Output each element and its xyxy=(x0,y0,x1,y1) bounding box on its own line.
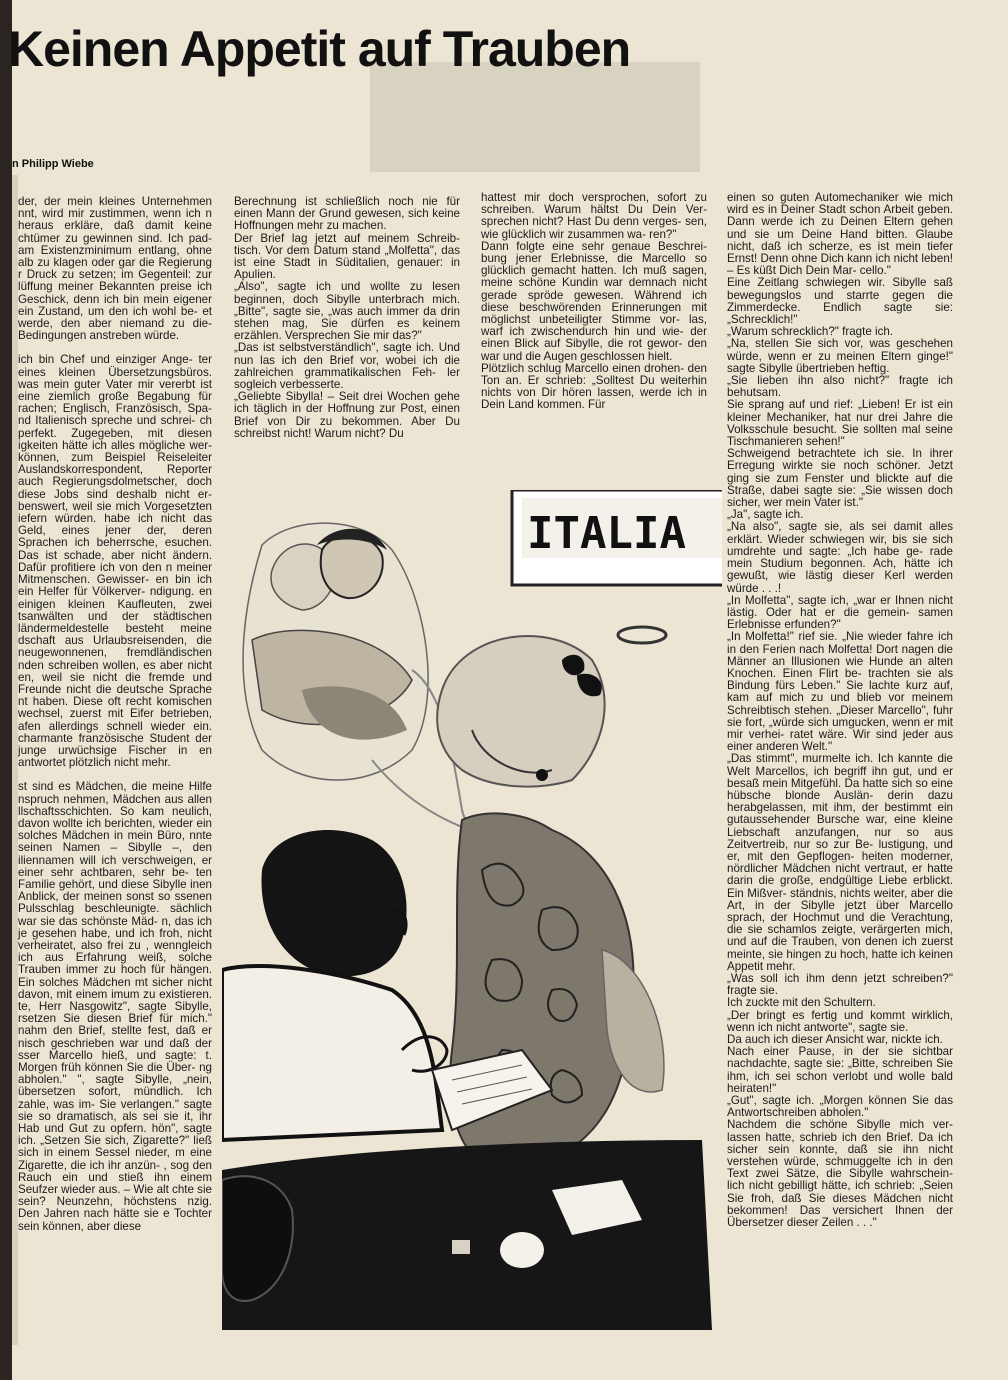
paragraph: Berechnung ist schließlich noch nie für einen Mann der Grund gewesen, sich keine Hoffnungen mehr zu machen. xyxy=(234,195,460,233)
text-column-2 xyxy=(234,196,460,440)
sign-text: ITALIA xyxy=(527,508,686,559)
paragraph: Schweigend betrachtete ich sie. In ihrer Erregung wirkte sie noch schöner. Jetzt ging sie zum Fenster und blickte auf die Straße, dabei sagte sie: „Sie wissen doch sicher, wer mein Vater ist." xyxy=(727,447,953,510)
paragraph: „Der bringt es fertig und kommt wirklich, wenn ich nicht antworte", sagte sie. xyxy=(727,1008,953,1034)
paragraph: Nachdem die schöne Sibylle mich ver- lassen hatte, schrieb ich den Brief. Da ich sicher sein konnte, daß sie ihn nicht verstehen würde, schmuggelte ich in den Text zwei Sätze, die Sibylle wahrschein- lich nicht gebilligt hätte, ich schrieb: „Seien Sie froh, daß Sie dieses Mädchen nicht bekommen! Das versichert Ihnen der Übersetzer dieser Zeilen . . ." xyxy=(727,1118,953,1230)
paragraph: „Warum schrecklich?" fragte ich. xyxy=(727,325,894,339)
paragraph: der, der mein kleines Unternehmen nnt, wird mir zustimmen, wenn ich n heraus erkläre, daß damit keine chtümer zu gewinnen sind. Ich pad- am Existenzminimum entlang, ohne alb zu klagen oder gar die Regierung r Druck zu setzen; im Gegenteil: zur lüffung meiner Bekannten preise ich Geschick, denn ich bin mein eigener ein Zustand, um den ich wohl be- et werde, den aber niemand zu die- Bedingungen anstreben würde. xyxy=(18,195,212,343)
text-column-4 xyxy=(727,192,953,1229)
paragraph: Ich zuckte mit den Schultern. xyxy=(727,996,876,1010)
paragraph: „Geliebte Sibylla! – Seit drei Wochen gehe ich täglich in der Hoffnung zur Post, einen Brief von Dir zu bekommen. Aber Du schreibst nicht! Warum nicht? Du xyxy=(234,390,460,440)
paragraph: „Na also", sagte sie, als sei damit alles erklärt. Wieder schwiegen wir, bis sie sich umdrehte und sagte: „Ich habe ge- rade mein Studium begonnen. Ach, hätte ich gewußt, wie lästig dieser Kerl werden würde . . .! xyxy=(727,520,953,595)
paragraph: „In Molfetta", sagte ich, „war er Ihnen nicht lästig. Oder hat er die gemein- samen Erlebnisse erfunden?" xyxy=(727,593,953,632)
article-title: Keinen Appetit auf Trauben xyxy=(8,21,631,77)
paragraph: „Ja", sagte ich. xyxy=(727,508,804,522)
article-illustration xyxy=(222,490,722,1340)
binding-gutter xyxy=(0,0,12,1380)
paragraph: „Na, stellen Sie sich vor, was geschehen würde, wenn er zu meinen Eltern ginge!" sagte Sibylle übertrieben heftig. xyxy=(727,337,953,375)
show-through-print xyxy=(370,62,700,172)
paragraph: „Das stimmt", murmelte ich. Ich kannte die Welt Marcellos, ich begriff ihn gut, und er besaß mein Mitgefühl. Da hatte sich so eine hübsche blonde Auslän- derin dazu herabgelassen, mit ihm, der bestimmt ein gutaussehender Bursche war, eine kleine Liebschaft anzufangen, nur so aus Zeitvertreib, nur so zur Be- lustigung, und er, mit den Gepflogen- heiten moderner, nördlicher Mädchen nicht vertraut, er hatte darin die große, endgültige Liebe erblickt. Ein Mißver- ständnis, nichts weiter, aber die Art, in der Sibylle jetzt über Marcello sprach, der Hochmut und die Verachtung, die sie schamlos zeigte, verärgerten mich, und auf die Trauben, von denen ich zuerst meinte, sie hingen zu hoch, hatte ich keinen Appetit mehr. xyxy=(727,752,953,973)
paragraph: „In Molfetta!" rief sie. „Nie wieder fahre ich in den Ferien nach Molfetta! Dort nagen die Männer an Illusionen wie Hunde an alten Knochen. Einen Flirt be- trachten sie als Bindung fürs Leben." Sie lachte kurz auf, kam auf mich zu und blieb vor meinem Schreibtisch stehen. „Dieser Marcello", fuhr sie fort, „würde sich umgucken, wenn er mit mir verhei- ratet wäre. Wir sind jeder aus einer anderen Welt." xyxy=(727,630,953,754)
paragraph: „Also", sagte ich und wollte zu lesen beginnen, doch Sibylle unterbrach mich. „Bitte", sagte sie, „was auch immer da drin stehen mag, Sie dürfen es keinem erzählen. Versprechen Sie mir das?" xyxy=(234,280,460,343)
text-column-1 xyxy=(18,196,212,1233)
text-column-3 xyxy=(481,192,707,412)
paragraph: ich bin Chef und einziger Ange- ter eines kleinen Übersetzungsbüros. was mein guter Vater mir vererbt ist eine ziemlich große Begabung für rachen; Englisch, Französisch, Spa- nd Italienisch spreche und schrei- ch perfekt. Zugegeben, mit diesen igkeiten hätte ich alles mögliche wer- können, zum Beispiel Reiseleiter Auslandskorrespondent, Reporter auch Regierungsdolmetscher, doch diese Jobs sind deshalb nicht er- benswert, weil sie mich Vorgesetzten iefern würden. habe ich nicht das Geld, eines jener der, deren Sprachen ich beherrsche, esuchen. Das ist schade, aber nicht ändern. Dafür profitiere ich von den n meiner Mitmenschen. Gewisser- en bin ich ein Helfer für Völkerver- ndigung. en einigen kleinen Kaufleuten, zwei tsanwälten und der städtischen ländermeldestelle besteht meine dschaft aus Urlaubsreisenden, die neugewonnenen, fremdländischen nden schreiben wollen, es aber nicht en, weil sie nicht die fremde und Freunde nicht die deutsche Sprache nt haben. Diese oft recht komischen wechsel, zuerst mit Eifer betrieben, afen allerdings schnell wieder ein. charmante französische Student der junge urwüchsige Fischer in en antwortet plötzlich nicht mehr. xyxy=(18,353,212,770)
paragraph: Der Brief lag jetzt auf meinem Schreib- tisch. Vor dem Datum stand „Molfetta", das ist eine Stadt in Süditalien, genauer: in Apulien. xyxy=(234,231,460,282)
paragraph: Plötzlich schlug Marcello einen drohen- den Ton an. Er schrieb: „Solltest Du weiterhin nichts von Dir hören lassen, werde ich in Dein Land kommen. Für xyxy=(481,361,707,412)
paragraph: „Sie lieben ihn also nicht?" fragte ich behutsam. xyxy=(727,374,953,400)
hat-oval xyxy=(618,627,666,643)
italia-sign xyxy=(512,490,722,585)
paragraph: Da auch ich dieser Ansicht war, nickte ich. xyxy=(727,1033,943,1047)
paragraph: „Was soll ich ihm denn jetzt schreiben?" fragte sie. xyxy=(727,972,953,998)
paragraph: Dann folgte eine sehr genaue Beschrei- bung jener Erlebnisse, die Marcello so glücklich gemacht hatten. Ich muß sagen, meine schöne Kundin war demnach nicht gerade spröde gewesen. Während ich diese beschwörenden Erinnerungen mit möglichst unbeteiligter Stimme vor- las, warf ich zwischendurch hin und wie- der einen Blick auf Sibylle, die rot gewor- den war und die Augen geschlossen hielt. xyxy=(481,239,707,363)
man-figure xyxy=(222,830,447,1140)
paragraph: Nach einer Pause, in der sie sichtbar nachdachte, sagte sie: „Bitte, schreiben Sie ihm, ich sei schon verlobt und wolle bald heiraten!" xyxy=(727,1045,953,1095)
paragraph: hattest mir doch versprochen, sofort zu schreiben. Warum hältst Du Dein Ver- sprechen nicht? Hast Du denn verges- sen, wie glücklich wir zusammen wa- ren?" xyxy=(481,191,707,241)
paragraph: einen so guten Automechaniker wie mich wird es in Deiner Stadt schon Arbeit geben. Dann werde ich zu Deinen Eltern gehen und sie um Deine Hand bitten. Glaube nicht, daß ich scherze, es ist mein tiefer Ernst! Denn ohne Dich kann ich nicht leben! – Es küßt Dich Dein Mar- cello." xyxy=(727,191,953,278)
author-byline: n Philipp Wiebe xyxy=(12,158,94,170)
paragraph: st sind es Mädchen, die meine Hilfe nspruch nehmen, Mädchen aus allen llschaftsschichten. So kam neulich, davon wollte ich berichten, wieder ein solches Mädchen in mein Büro, nnte seinen Namen – Sibylle –, den iliennamen will ich verschweigen, er einer sehr achtbaren, sehr be- ten Familie gehört, und diese Sibylle inen Anblick, der meinen sonst so ssenen Pulsschlag beschleunigte. sächlich war sie das schönste Mäd- n, das ich je gesehen habe, und ich froh, nicht verheiratet, also frei zu , wenngleich ich aus Erfahrung weiß, solche Trauben immer zu hoch für hängen. Ein solches Mädchen mt sicher nicht davon, mit einem imum zu existieren. te, Herr Nasgowitz", sagte Sibylle, rsetzen Sie diesen Brief für mich." nahm den Brief, stellte fest, daß er nisch geschrieben war und daß der sser Marcello hieß, und sagte: t. Morgen früh können Sie die Über- ng abholen." ", sagte Sibylle, „nein, übersetzen sofort, mündlich. Ich zahle, was im- Sie verlangen." sagte sie so dramatisch, als sei sie it, ihr Hab und Gut zu opfern. hön", sagte ich. „Setzen Sie sich, Zigarette?" ließ sich in einem Sessel nieder, m eine Zigarette, die ich ihr anzün- , sog den Rauch ein und stieß ihn einem Seufzer wieder aus. – Wie alt chte sie sein? Neunzehn, höchstens nzig. Den Jahren nach hätte sie e Tochter sein können, aber diese xyxy=(18,780,212,1233)
paragraph: „Das ist selbstverständlich", sagte ich. Und nun las ich den Brief vor, wobei ich die zahlreichen grammatikalischen Feh- ler sogleich verbesserte. xyxy=(234,341,460,392)
paragraph: Sie sprang auf und rief: „Lieben! Er ist ein kleiner Mechaniker, hat nur drei Jahre die Volksschule besucht. Sie sollten mal seine Tischmanieren sehen!" xyxy=(727,398,953,449)
paragraph: Eine Zeitlang schwiegen wir. Sibylle saß bewegungslos und starrte gegen die Zimmerdecke. Endlich sagte sie: „Schrecklich!" xyxy=(727,276,953,327)
paragraph: „Gut", sagte ich. „Morgen können Sie das Antwortschreiben abholen." xyxy=(727,1094,953,1120)
